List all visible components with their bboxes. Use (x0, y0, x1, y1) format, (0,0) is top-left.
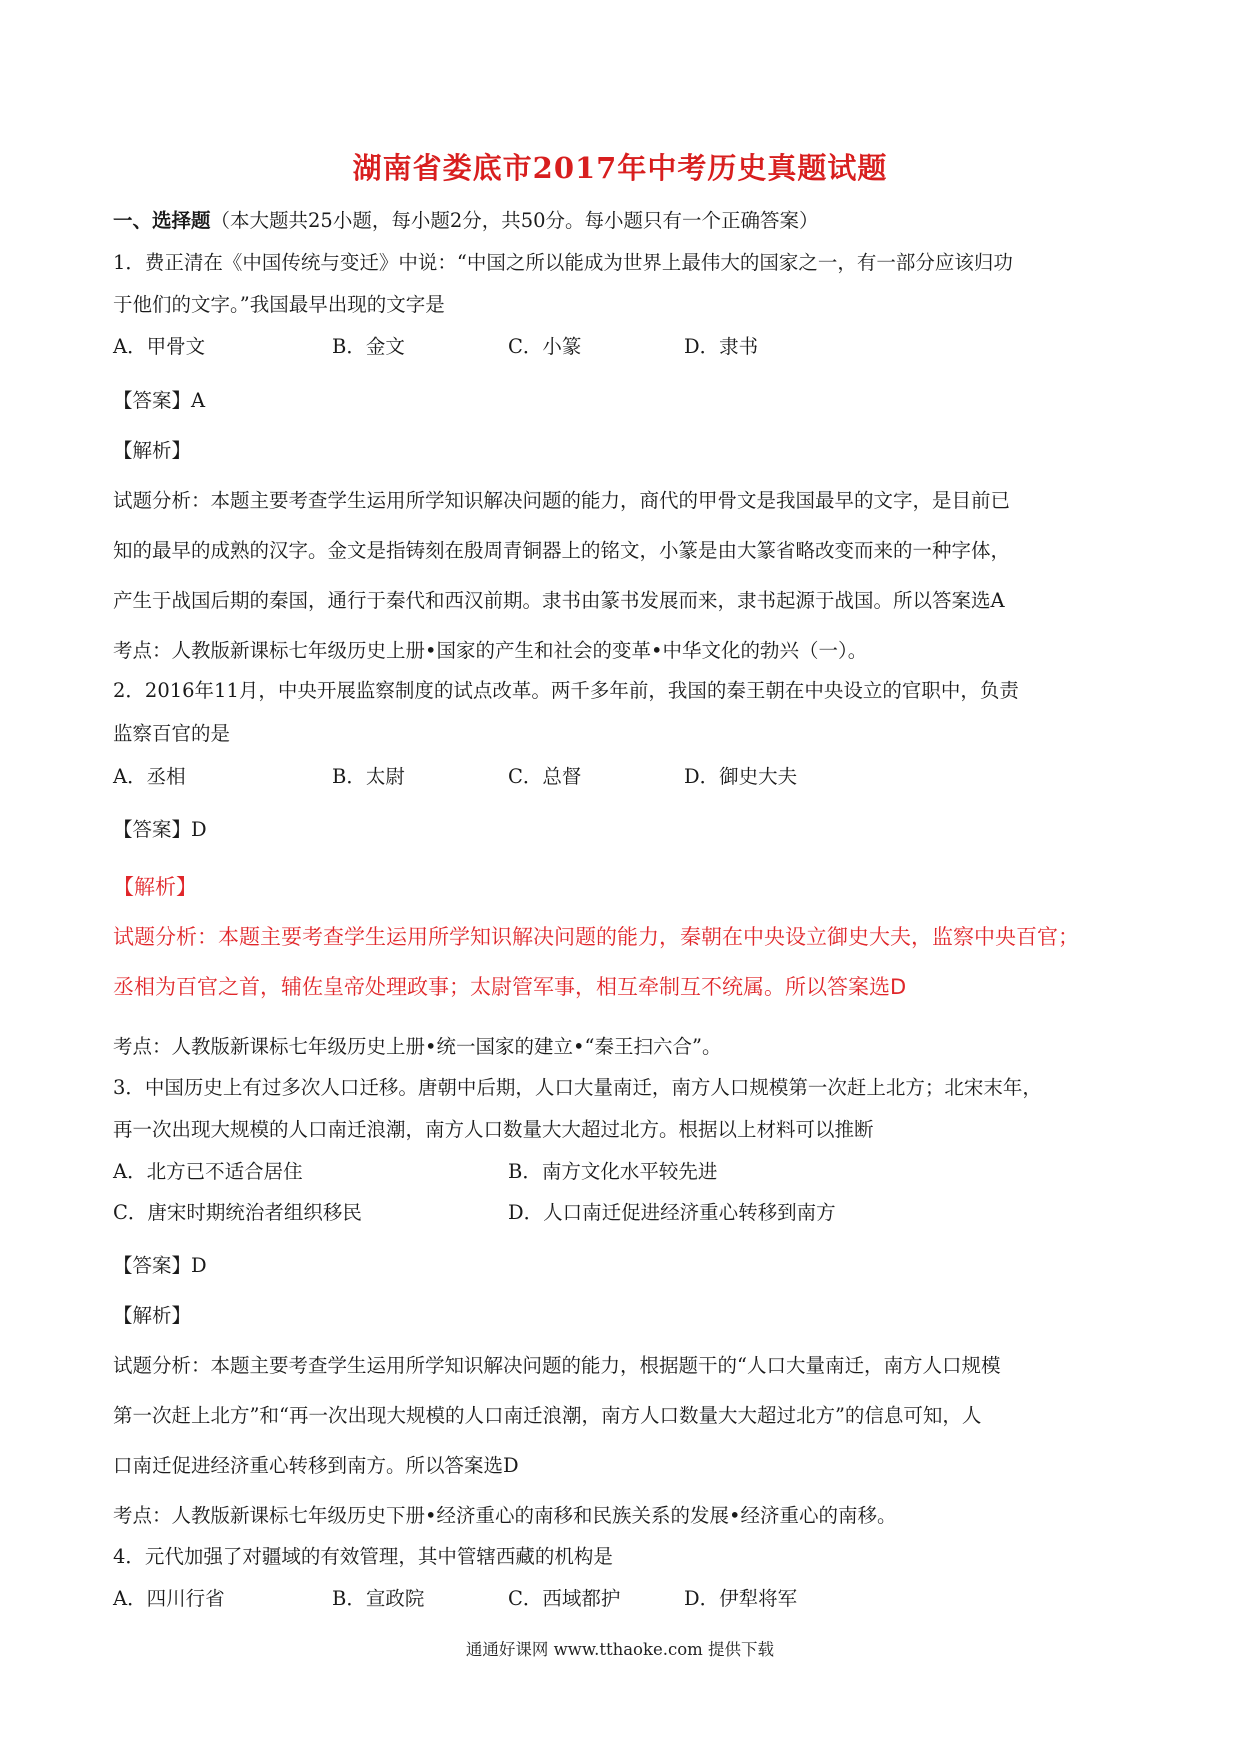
page-footer: 通通好课网 www.tthaoke.com 提供下载 (465, 1640, 775, 1659)
section-heading-line (113, 208, 1133, 234)
q1-option-b: B．金文 (332, 335, 405, 358)
q1-answer: 【答案】A (113, 389, 206, 412)
q1-option-d: D．隶书 (684, 335, 759, 358)
q3-option-d: D．人口南迁促进经济重心转移到南方 (508, 1201, 836, 1224)
q4-option-d: D．伊犁将军 (684, 1587, 798, 1610)
q2-analysis-line-1: 试题分析：本题主要考查学生运用所学知识解决问题的能力，秦朝在中央设立御史大夫，监察中央百官； (113, 925, 1079, 949)
q2-analysis-label: 【解析】 (113, 875, 197, 899)
q2-option-d: D．御史大夫 (684, 765, 798, 788)
q2-option-b: B．太尉 (332, 765, 405, 788)
q3-analysis-line-1: 试题分析：本题主要考查学生运用所学知识解决问题的能力，根据题干的“人口大量南迁，南方人口规模 (113, 1354, 1001, 1377)
q4-option-c: C．西域都护 (508, 1587, 621, 1610)
q3-analysis-line-2: 第一次赶上北方”和“再一次出现大规模的人口南迁浪潮，南方人口数量大大超过北方”的信息可知，人 (113, 1404, 982, 1427)
q1-point: 考点：人教版新课标七年级历史上册•国家的产生和社会的变革•中华文化的勃兴（一）。 (113, 639, 868, 662)
q3-point: 考点：人教版新课标七年级历史下册•经济重心的南移和民族关系的发展•经济重心的南移。 (113, 1504, 897, 1527)
q4-option-b: B．宣政院 (332, 1587, 425, 1610)
q2-option-c: C．总督 (508, 765, 582, 788)
q4-option-a: A．四川行省 (113, 1587, 225, 1610)
section-heading: 一、选择题 (113, 209, 211, 232)
q3-stem-line-2: 再一次出现大规模的人口南迁浪潮，南方人口数量大大超过北方。根据以上材料可以推断 (113, 1118, 874, 1141)
q2-stem-line-1: 2．2016年11月，中央开展监察制度的试点改革。两千多年前，我国的秦王朝在中央设立的官职中，负责 (113, 679, 1019, 702)
q3-option-b: B．南方文化水平较先进 (508, 1160, 718, 1183)
q1-option-a: A．甲骨文 (113, 335, 206, 358)
q3-stem-line-1: 3．中国历史上有过多次人口迁移。唐朝中后期，人口大量南迁，南方人口规模第一次赶上北方；北宋末年， (113, 1076, 1042, 1099)
q1-analysis-line-1: 试题分析：本题主要考查学生运用所学知识解决问题的能力，商代的甲骨文是我国最早的文字，是目前已 (113, 489, 1011, 512)
q3-analysis-label: 【解析】 (113, 1304, 192, 1327)
q1-option-c: C．小篆 (508, 335, 582, 358)
q1-analysis-line-2: 知的最早的成熟的汉字。金文是指铸刻在殷周青铜器上的铭文，小篆是由大篆省略改变而来的一种字体， (113, 539, 1011, 562)
q1-analysis-line-3: 产生于战国后期的秦国，通行于秦代和西汉前期。隶书由篆书发展而来，隶书起源于战国。所以答案选A (113, 589, 1005, 612)
page-title: 湖南省娄底市2017年中考历史真题试题 (352, 151, 888, 185)
q1-analysis-label: 【解析】 (113, 439, 192, 462)
section-note: （本大题共25小题，每小题2分，共50分。每小题只有一个正确答案） (210, 209, 819, 232)
q4-stem-line-1: 4．元代加强了对疆域的有效管理，其中管辖西藏的机构是 (113, 1545, 613, 1568)
q1-stem-line-1: 1．费正清在《中国传统与变迁》中说：“中国之所以能成为世界上最伟大的国家之一，有一部分应该归功 (113, 251, 1013, 274)
q2-option-a: A．丞相 (113, 765, 186, 788)
q3-option-c: C．唐宋时期统治者组织移民 (113, 1201, 362, 1224)
q2-stem-line-2: 监察百官的是 (113, 722, 231, 745)
q1-stem-line-2: 于他们的文字。”我国最早出现的文字是 (113, 293, 445, 316)
q3-analysis-line-3: 口南迁促进经济重心转移到南方。所以答案选D (113, 1454, 519, 1477)
q3-option-a: A．北方已不适合居住 (113, 1160, 303, 1183)
q2-answer: 【答案】D (113, 818, 207, 841)
q3-answer: 【答案】D (113, 1254, 207, 1277)
q2-point: 考点：人教版新课标七年级历史上册•统一国家的建立•“秦王扫六合”。 (113, 1035, 722, 1058)
q2-analysis-line-2: 丞相为百官之首，辅佐皇帝处理政事；太尉管军事，相互牵制互不统属。所以答案选D (113, 975, 907, 999)
